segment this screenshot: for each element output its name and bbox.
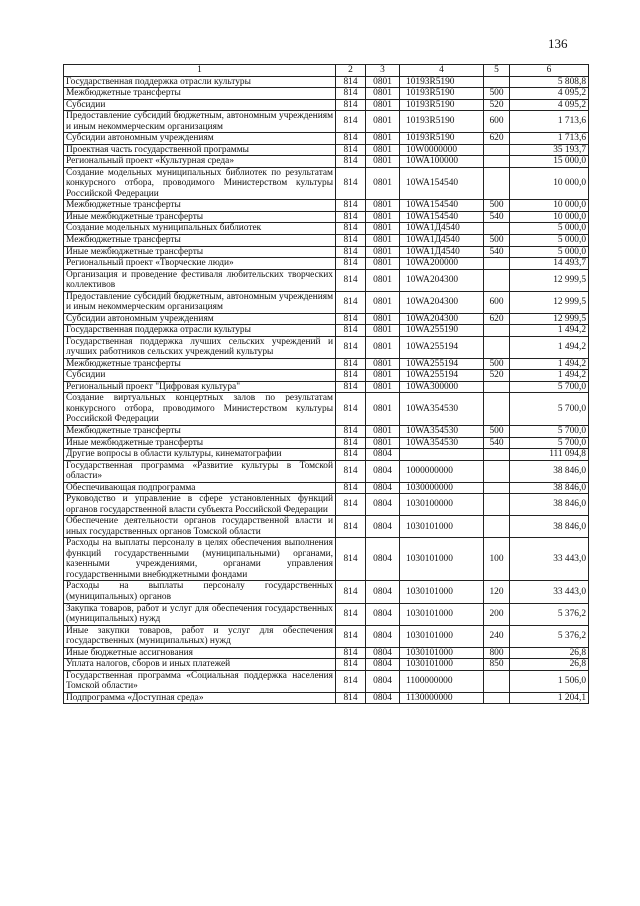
header-cell: 2 (336, 65, 366, 77)
item-name-cell: Обеспечивающая подпрограмма (64, 482, 336, 494)
expense-type-cell (484, 670, 510, 692)
item-name-cell: Иные закупки товаров, работ и услуг для обеспечения государственных (муниципальных) нужд (64, 625, 336, 647)
item-name-cell: Создание модельных муниципальных библиотек по результатам конкурсного отбора, проводимого Министерством культуры Российской Федерации (64, 167, 336, 200)
item-name-cell: Государственная поддержка лучших сельских учреждений и лучших работников сельских учреждений культуры (64, 336, 336, 358)
page-number: 136 (548, 36, 568, 51)
item-name-cell: Организация и проведение фестиваля любительских творческих коллективов (64, 269, 336, 291)
target-article-cell: 1100000000 (400, 670, 484, 692)
target-article-cell: 10WA200000 (400, 258, 484, 270)
expense-type-cell: 500 (484, 234, 510, 246)
item-name-cell: Другие вопросы в области культуры, кинематографии (64, 449, 336, 461)
amount-cell: 26,8 (510, 647, 589, 659)
ministry-code-cell: 814 (336, 538, 366, 581)
amount-cell: 5 000,0 (510, 223, 589, 235)
amount-cell: 12 999,5 (510, 313, 589, 325)
amount-cell: 111 094,8 (510, 449, 589, 461)
amount-cell: 38 846,0 (510, 494, 589, 516)
ministry-code-cell: 814 (336, 269, 366, 291)
target-article-cell: 10193R5190 (400, 76, 484, 88)
expense-type-cell (484, 494, 510, 516)
table-row (64, 538, 589, 581)
amount-cell: 5 808,8 (510, 76, 589, 88)
table-row (64, 516, 589, 538)
section-code-cell: 0801 (366, 223, 400, 235)
item-name-cell: Расходы на выплаты персоналу государственных (муниципальных) органов (64, 581, 336, 603)
ministry-code-cell: 814 (336, 647, 366, 659)
item-name-cell: Государственная программа «Социальная поддержка населения Томской области» (64, 670, 336, 692)
expense-type-cell: 540 (484, 246, 510, 258)
item-name-cell: Обеспечение деятельности органов государственной власти и иных государственных органов Томской области (64, 516, 336, 538)
section-code-cell: 0801 (366, 258, 400, 270)
ministry-code-cell: 814 (336, 516, 366, 538)
section-code-cell: 0801 (366, 358, 400, 370)
target-article-cell: 1030000000 (400, 482, 484, 494)
table-row (64, 625, 589, 647)
section-code-cell: 0801 (366, 426, 400, 438)
item-name-cell: Межбюджетные трансферты (64, 200, 336, 212)
ministry-code-cell: 814 (336, 437, 366, 449)
ministry-code-cell: 814 (336, 670, 366, 692)
table-row (64, 370, 589, 382)
target-article-cell: 1030101000 (400, 625, 484, 647)
target-article-cell: 1030101000 (400, 659, 484, 671)
expense-type-cell: 540 (484, 437, 510, 449)
amount-cell: 35 193,7 (510, 144, 589, 156)
target-article-cell: 10WA255194 (400, 336, 484, 358)
header-cell: 3 (366, 65, 400, 77)
item-name-cell: Региональный проект «Культурная среда» (64, 156, 336, 168)
item-name-cell: Предоставление субсидий бюджетным, автономным учреждениям и иным некоммерческим организациям (64, 111, 336, 133)
amount-cell: 5 376,2 (510, 625, 589, 647)
table-row (64, 494, 589, 516)
amount-cell: 10 000,0 (510, 211, 589, 223)
expense-type-cell: 240 (484, 625, 510, 647)
ministry-code-cell: 814 (336, 76, 366, 88)
expense-type-cell: 540 (484, 211, 510, 223)
section-code-cell: 0801 (366, 211, 400, 223)
section-code-cell: 0801 (366, 111, 400, 133)
amount-cell: 33 443,0 (510, 581, 589, 603)
table-row (64, 99, 589, 111)
header-row (64, 65, 589, 77)
item-name-cell: Руководство и управление в сфере установленных функций органов государственной власти субъекта Российской Федерации (64, 494, 336, 516)
table-row (64, 133, 589, 145)
item-name-cell: Субсидии (64, 370, 336, 382)
ministry-code-cell: 814 (336, 426, 366, 438)
expense-type-cell: 600 (484, 291, 510, 313)
expense-type-cell: 500 (484, 426, 510, 438)
amount-cell: 10 000,0 (510, 200, 589, 212)
ministry-code-cell: 814 (336, 460, 366, 482)
target-article-cell: 1000000000 (400, 460, 484, 482)
expense-type-cell (484, 692, 510, 704)
table-row (64, 258, 589, 270)
table-row (64, 291, 589, 313)
section-code-cell: 0801 (366, 234, 400, 246)
expense-type-cell: 500 (484, 88, 510, 100)
section-code-cell: 0804 (366, 647, 400, 659)
section-code-cell: 0804 (366, 460, 400, 482)
expense-type-cell (484, 381, 510, 393)
section-code-cell: 0804 (366, 482, 400, 494)
section-code-cell: 0801 (366, 99, 400, 111)
amount-cell: 4 095,2 (510, 88, 589, 100)
ministry-code-cell: 814 (336, 336, 366, 358)
target-article-cell: 10WA255190 (400, 325, 484, 337)
table-row (64, 460, 589, 482)
expense-type-cell (484, 393, 510, 426)
item-name-cell: Создание модельных муниципальных библиотек (64, 223, 336, 235)
section-code-cell: 0804 (366, 449, 400, 461)
ministry-code-cell: 814 (336, 144, 366, 156)
expense-type-cell: 520 (484, 99, 510, 111)
ministry-code-cell: 814 (336, 99, 366, 111)
expense-type-cell (484, 516, 510, 538)
amount-cell: 15 000,0 (510, 156, 589, 168)
amount-cell: 1 204,1 (510, 692, 589, 704)
expense-type-cell (484, 449, 510, 461)
amount-cell: 26,8 (510, 659, 589, 671)
amount-cell: 38 846,0 (510, 482, 589, 494)
amount-cell: 1 494,2 (510, 336, 589, 358)
section-code-cell: 0801 (366, 381, 400, 393)
target-article-cell: 1030101000 (400, 647, 484, 659)
table-row (64, 449, 589, 461)
section-code-cell: 0804 (366, 659, 400, 671)
table-row (64, 167, 589, 200)
table-row (64, 313, 589, 325)
target-article-cell: 10WA354530 (400, 393, 484, 426)
ministry-code-cell: 814 (336, 692, 366, 704)
target-article-cell: 10WA154540 (400, 211, 484, 223)
table-row (64, 76, 589, 88)
expense-type-cell: 500 (484, 200, 510, 212)
amount-cell: 5 700,0 (510, 393, 589, 426)
section-code-cell: 0804 (366, 692, 400, 704)
table-row (64, 670, 589, 692)
item-name-cell: Закупка товаров, работ и услуг для обеспечения государственных (муниципальных) нужд (64, 603, 336, 625)
expense-type-cell (484, 223, 510, 235)
item-name-cell: Межбюджетные трансферты (64, 426, 336, 438)
target-article-cell: 10WA354530 (400, 426, 484, 438)
table-row (64, 659, 589, 671)
ministry-code-cell: 814 (336, 258, 366, 270)
item-name-cell: Межбюджетные трансферты (64, 234, 336, 246)
target-article-cell: 10WA204300 (400, 313, 484, 325)
expense-type-cell (484, 156, 510, 168)
section-code-cell: 0801 (366, 437, 400, 449)
expense-type-cell (484, 76, 510, 88)
table-row (64, 437, 589, 449)
section-code-cell: 0804 (366, 516, 400, 538)
amount-cell: 33 443,0 (510, 538, 589, 581)
table-row (64, 88, 589, 100)
section-code-cell: 0801 (366, 88, 400, 100)
ministry-code-cell: 814 (336, 223, 366, 235)
target-article-cell: 10WA204300 (400, 269, 484, 291)
target-article-cell: 1030101000 (400, 581, 484, 603)
table-row (64, 269, 589, 291)
item-name-cell: Иные межбюджетные трансферты (64, 437, 336, 449)
section-code-cell: 0801 (366, 370, 400, 382)
ministry-code-cell: 814 (336, 393, 366, 426)
table-row (64, 482, 589, 494)
table-row (64, 647, 589, 659)
target-article-cell: 10193R5190 (400, 99, 484, 111)
header-cell: 6 (510, 65, 589, 77)
expense-type-cell (484, 258, 510, 270)
section-code-cell: 0801 (366, 246, 400, 258)
target-article-cell: 10193R5190 (400, 88, 484, 100)
ministry-code-cell: 814 (336, 291, 366, 313)
section-code-cell: 0801 (366, 156, 400, 168)
ministry-code-cell: 814 (336, 246, 366, 258)
item-name-cell: Предоставление субсидий бюджетным, автономным учреждениям и иным некоммерческим организациям (64, 291, 336, 313)
section-code-cell: 0801 (366, 313, 400, 325)
amount-cell: 5 000,0 (510, 246, 589, 258)
section-code-cell: 0801 (366, 144, 400, 156)
amount-cell: 1 494,2 (510, 325, 589, 337)
target-article-cell: 10WA1Д4540 (400, 234, 484, 246)
expense-type-cell: 200 (484, 603, 510, 625)
header-cell: 1 (64, 65, 336, 77)
amount-cell: 12 999,5 (510, 291, 589, 313)
expense-type-cell (484, 269, 510, 291)
table-row (64, 603, 589, 625)
item-name-cell: Субсидии автономным учреждениям (64, 133, 336, 145)
target-article-cell: 1030101000 (400, 538, 484, 581)
amount-cell: 1 713,6 (510, 133, 589, 145)
target-article-cell: 10WA300000 (400, 381, 484, 393)
item-name-cell: Создание виртуальных концертных залов по результатам конкурсного отбора, проводимого Министерством культуры Российской Федерации (64, 393, 336, 426)
amount-cell: 38 846,0 (510, 516, 589, 538)
amount-cell: 4 095,2 (510, 99, 589, 111)
item-name-cell: Подпрограмма «Доступная среда» (64, 692, 336, 704)
expense-type-cell (484, 144, 510, 156)
item-name-cell: Уплата налогов, сборов и иных платежей (64, 659, 336, 671)
section-code-cell: 0801 (366, 325, 400, 337)
item-name-cell: Расходы на выплаты персоналу в целях обеспечения выполнения функций государственными (муниципальными) органами, казенными учреждениями, органами управления государственными внебюджетными фондами (64, 538, 336, 581)
target-article-cell: 10WA154540 (400, 167, 484, 200)
amount-cell: 38 846,0 (510, 460, 589, 482)
ministry-code-cell: 814 (336, 234, 366, 246)
section-code-cell: 0801 (366, 291, 400, 313)
ministry-code-cell: 814 (336, 325, 366, 337)
ministry-code-cell: 814 (336, 494, 366, 516)
ministry-code-cell: 814 (336, 370, 366, 382)
item-name-cell: Региональный проект "Цифровая культура" (64, 381, 336, 393)
table-row (64, 211, 589, 223)
section-code-cell: 0801 (366, 200, 400, 212)
ministry-code-cell: 814 (336, 167, 366, 200)
section-code-cell: 0804 (366, 581, 400, 603)
item-name-cell: Иные бюджетные ассигнования (64, 647, 336, 659)
expense-type-cell: 600 (484, 111, 510, 133)
item-name-cell: Государственная поддержка отрасли культуры (64, 325, 336, 337)
section-code-cell: 0801 (366, 336, 400, 358)
item-name-cell: Государственная поддержка отрасли культуры (64, 76, 336, 88)
table-row (64, 246, 589, 258)
ministry-code-cell: 814 (336, 625, 366, 647)
table-row (64, 144, 589, 156)
table-row (64, 336, 589, 358)
target-article-cell: 1030101000 (400, 516, 484, 538)
ministry-code-cell: 814 (336, 358, 366, 370)
table-row (64, 358, 589, 370)
table-row (64, 111, 589, 133)
table-row (64, 325, 589, 337)
amount-cell: 1 494,2 (510, 370, 589, 382)
budget-table (63, 64, 589, 704)
ministry-code-cell: 814 (336, 111, 366, 133)
amount-cell: 14 493,7 (510, 258, 589, 270)
expense-type-cell: 620 (484, 133, 510, 145)
table-row (64, 393, 589, 426)
item-name-cell: Государственная программа «Развитие культуры в Томской области» (64, 460, 336, 482)
target-article-cell: 10W0000000 (400, 144, 484, 156)
ministry-code-cell: 814 (336, 211, 366, 223)
target-article-cell: 10WA255194 (400, 358, 484, 370)
section-code-cell: 0804 (366, 538, 400, 581)
table-row (64, 156, 589, 168)
expense-type-cell: 850 (484, 659, 510, 671)
expense-type-cell (484, 482, 510, 494)
ministry-code-cell: 814 (336, 482, 366, 494)
section-code-cell: 0801 (366, 269, 400, 291)
table-row (64, 234, 589, 246)
expense-type-cell: 500 (484, 358, 510, 370)
amount-cell: 5 000,0 (510, 234, 589, 246)
amount-cell: 12 999,5 (510, 269, 589, 291)
expense-type-cell: 120 (484, 581, 510, 603)
target-article-cell: 10193R5190 (400, 133, 484, 145)
section-code-cell: 0804 (366, 494, 400, 516)
expense-type-cell: 800 (484, 647, 510, 659)
section-code-cell: 0801 (366, 167, 400, 200)
target-article-cell: 1030101000 (400, 603, 484, 625)
ministry-code-cell: 814 (336, 581, 366, 603)
target-article-cell: 10WA1Д4540 (400, 223, 484, 235)
target-article-cell: 10WA1Д4540 (400, 246, 484, 258)
ministry-code-cell: 814 (336, 156, 366, 168)
ministry-code-cell: 814 (336, 200, 366, 212)
target-article-cell: 10WA100000 (400, 156, 484, 168)
ministry-code-cell: 814 (336, 449, 366, 461)
amount-cell: 5 700,0 (510, 437, 589, 449)
section-code-cell: 0801 (366, 133, 400, 145)
amount-cell: 1 506,0 (510, 670, 589, 692)
amount-cell: 1 713,6 (510, 111, 589, 133)
target-article-cell: 1130000000 (400, 692, 484, 704)
header-cell: 4 (400, 65, 484, 77)
ministry-code-cell: 814 (336, 603, 366, 625)
ministry-code-cell: 814 (336, 313, 366, 325)
header-cell: 5 (484, 65, 510, 77)
expense-type-cell (484, 167, 510, 200)
expense-type-cell (484, 325, 510, 337)
expense-type-cell (484, 460, 510, 482)
table-row (64, 200, 589, 212)
expense-type-cell: 520 (484, 370, 510, 382)
target-article-cell: 10WA354530 (400, 437, 484, 449)
expense-type-cell: 100 (484, 538, 510, 581)
amount-cell: 1 494,2 (510, 358, 589, 370)
item-name-cell: Межбюджетные трансферты (64, 358, 336, 370)
item-name-cell: Межбюджетные трансферты (64, 88, 336, 100)
table-row (64, 581, 589, 603)
amount-cell: 5 700,0 (510, 381, 589, 393)
table-row (64, 381, 589, 393)
amount-cell: 5 700,0 (510, 426, 589, 438)
section-code-cell: 0804 (366, 670, 400, 692)
item-name-cell: Субсидии (64, 99, 336, 111)
ministry-code-cell: 814 (336, 659, 366, 671)
target-article-cell: 10WA154540 (400, 200, 484, 212)
ministry-code-cell: 814 (336, 133, 366, 145)
expense-type-cell: 620 (484, 313, 510, 325)
section-code-cell: 0801 (366, 393, 400, 426)
expense-type-cell (484, 336, 510, 358)
amount-cell: 5 376,2 (510, 603, 589, 625)
section-code-cell: 0804 (366, 603, 400, 625)
ministry-code-cell: 814 (336, 381, 366, 393)
section-code-cell: 0801 (366, 76, 400, 88)
table-row (64, 223, 589, 235)
item-name-cell: Региональный проект «Творческие люди» (64, 258, 336, 270)
target-article-cell: 10WA204300 (400, 291, 484, 313)
table-row (64, 426, 589, 438)
item-name-cell: Субсидии автономным учреждениям (64, 313, 336, 325)
item-name-cell: Иные межбюджетные трансферты (64, 211, 336, 223)
table-row (64, 692, 589, 704)
amount-cell: 10 000,0 (510, 167, 589, 200)
target-article-cell (400, 449, 484, 461)
ministry-code-cell: 814 (336, 88, 366, 100)
section-code-cell: 0804 (366, 625, 400, 647)
target-article-cell: 10193R5190 (400, 111, 484, 133)
item-name-cell: Иные межбюджетные трансферты (64, 246, 336, 258)
target-article-cell: 10WA255194 (400, 370, 484, 382)
target-article-cell: 1030100000 (400, 494, 484, 516)
item-name-cell: Проектная часть государственной программы (64, 144, 336, 156)
